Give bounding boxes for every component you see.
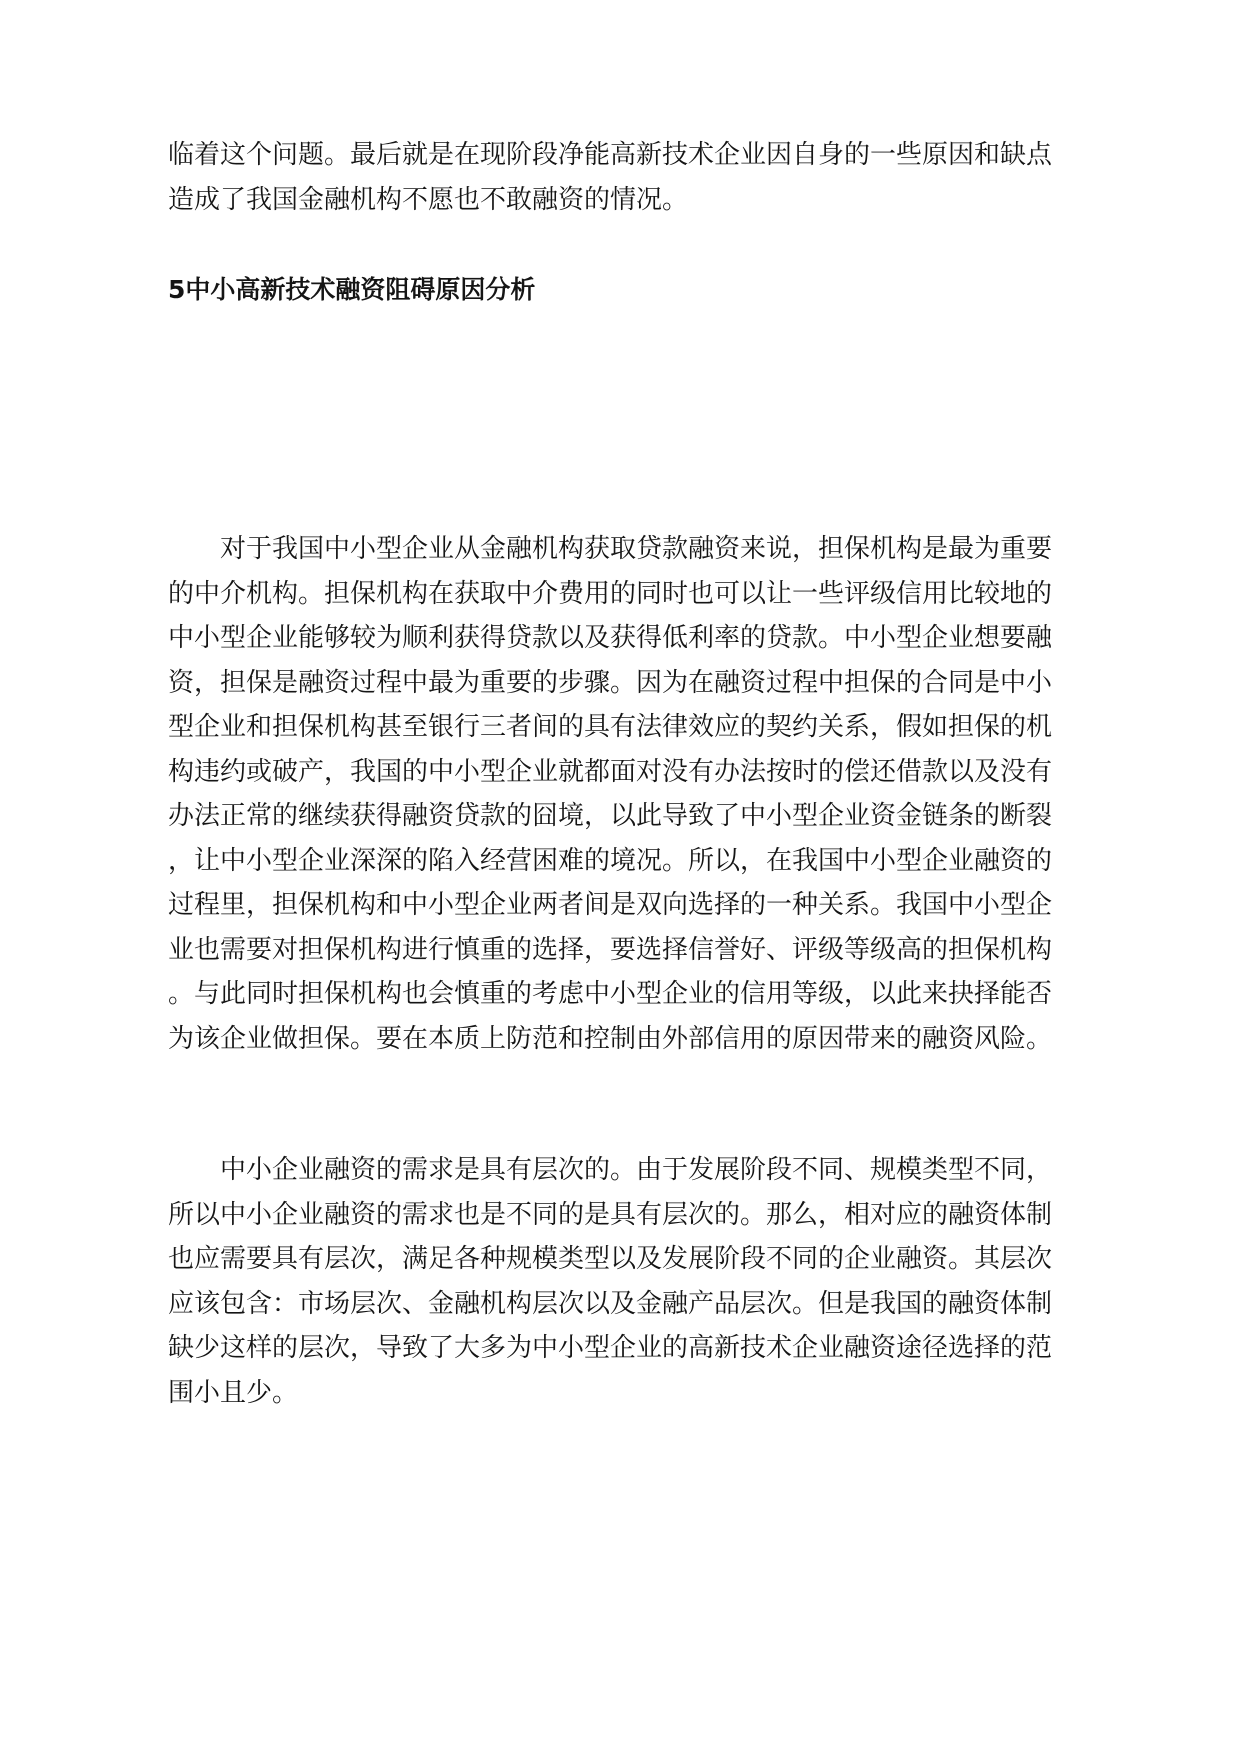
text-line: 造成了我国金融机构不愿也不敢融资的情况。 (168, 184, 689, 215)
continuation-text (168, 133, 1068, 222)
text-line: 为该企业做担保。要在本质上防范和控制由外部信用的原因带来的融资风险。 (168, 1023, 1053, 1054)
text-line: 过程里，担保机构和中小型企业两者间是双向选择的一种关系。我国中小型企 (168, 890, 1053, 920)
text-line: 业也需要对担保机构进行慎重的选择，要选择信誉好、评级等级高的担保机构 (168, 934, 1053, 965)
text-line: 也应需要具有层次，满足各种规模类型以及发展阶段不同的企业融资。其层次 (168, 1244, 1053, 1274)
paragraph-2 (168, 1148, 1068, 1415)
text-line: 型企业和担保机构甚至银行三者间的具有法律效应的契约关系，假如担保的机 (168, 712, 1053, 742)
text-line: 对于我国中小型企业从金融机构获取贷款融资来说，担保机构是最为重要 (220, 534, 1053, 564)
text-line: 应该包含：市场层次、金融机构层次以及金融产品层次。但是我国的融资体制 (168, 1288, 1053, 1319)
text-line: 临着这个问题。最后就是在现阶段净能高新技术企业因自身的一些原因和缺点 (168, 140, 1053, 170)
text-line: 的中介机构。担保机构在获取中介费用的同时也可以让一些评级信用比较地的 (168, 578, 1053, 609)
text-line: ，让中小型企业深深的陷入经营困难的境况。所以，在我国中小型企业融资的 (168, 845, 1053, 876)
text-line: 缺少这样的层次，导致了大多为中小型企业的高新技术企业融资途径选择的范 (168, 1333, 1053, 1363)
paragraph-1 (168, 527, 1068, 1061)
text-line: 所以中小企业融资的需求也是不同的是具有层次的。那么，相对应的融资体制 (168, 1199, 1053, 1230)
text-line: 。与此同时担保机构也会慎重的考虑中小型企业的信用等级，以此来抉择能否 (168, 979, 1053, 1009)
text-line: 资，担保是融资过程中最为重要的步骤。因为在融资过程中担保的合同是中小 (168, 667, 1053, 698)
text-line: 构违约或破产，我国的中小型企业就都面对没有办法按时的偿还借款以及没有 (168, 756, 1053, 787)
text-line: 办法正常的继续获得融资贷款的囧境，以此导致了中小型企业资金链条的断裂 (168, 801, 1053, 831)
text-line: 中小型企业能够较为顺利获得贷款以及获得低利率的贷款。中小型企业想要融 (168, 623, 1053, 653)
text-line: 围小且少。 (168, 1377, 299, 1408)
text-line: 中小企业融资的需求是具有层次的。由于发展阶段不同、规模类型不同， (220, 1155, 1053, 1185)
section-heading-block (168, 268, 1068, 313)
section-heading: 5中小高新技术融资阻碍原因分析 (168, 275, 536, 304)
